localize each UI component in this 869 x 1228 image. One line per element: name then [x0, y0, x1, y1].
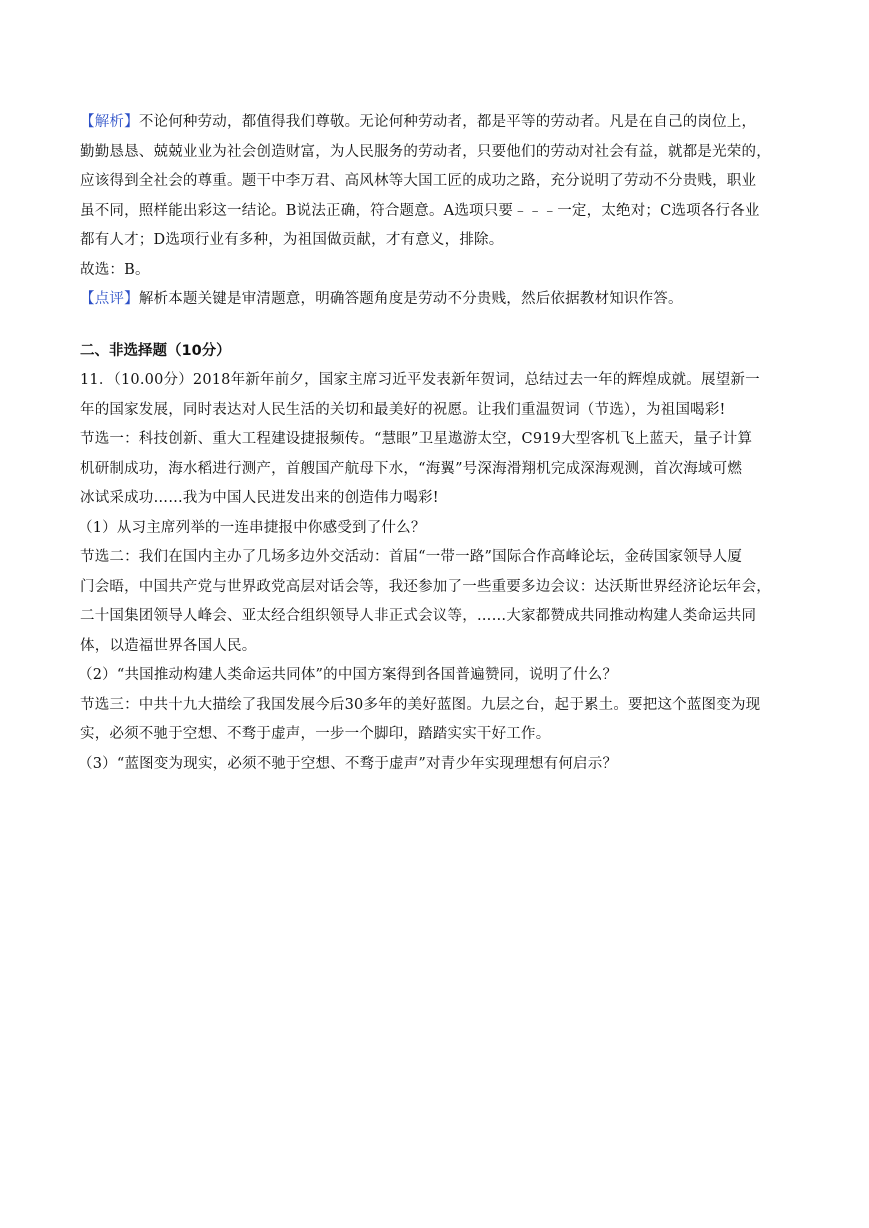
excerpt-3	[80, 691, 792, 750]
analysis-paragraph	[80, 108, 792, 256]
analysis-line-5: 都有人才；D选项行业有多种，为祖国做贡献，才有意义，排除。	[80, 232, 504, 248]
analysis-line-1: 不论何种劳动，都值得我们尊敬。无论何种劳动者，都是平等的劳动者。凡是在自己的岗位上，	[138, 114, 757, 130]
answer-line: 故选：B。	[80, 261, 150, 278]
comment-paragraph	[80, 285, 792, 315]
spacer	[80, 315, 792, 337]
question-line-1: 11．（10.00分）2018年新年前夕，国家主席习近平发表新年贺词，总结过去一年的辉煌成就。展望新一	[80, 372, 760, 388]
excerpt-2-line-1: 节选二：我们在国内主办了几场多边外交活动：首届“一带一路”国际合作高峰论坛，金砖国家领导人厦	[80, 549, 743, 565]
sub-question-1: （1）从习主席列举的一连串捷报中你感受到了什么？	[78, 519, 426, 536]
sub-question-3: （3）“蓝图变为现实，必须不驰于空想、不骛于虚声”对青少年实现理想有何启示？	[78, 755, 618, 772]
comment-tag: 【点评】	[80, 291, 139, 307]
excerpt-1-line-2: 机研制成功，海水稻进行测产，首艘国产航母下水，“海翼”号深海滑翔机完成深海观测，首次海域可燃	[80, 460, 743, 477]
analysis-tag: 【解析】	[80, 114, 139, 130]
excerpt-3-line-2: 实，必须不驰于空想、不骛于虚声，一步一个脚印，踏踏实实干好工作。	[80, 726, 551, 742]
analysis-line-4: 虽不同，照样能出彩这一结论。B说法正确，符合题意。A选项只要﹣﹣﹣一定，太绝对；C选项各行各业	[80, 202, 760, 219]
analysis-line-3: 应该得到全社会的尊重。题干中李万君、高风林等大国工匠的成功之路，充分说明了劳动不分贵贱，职业	[80, 173, 757, 189]
document-page	[80, 108, 792, 779]
analysis-line-2: 勤勤恳恳、兢兢业业为社会创造财富，为人民服务的劳动者，只要他们的劳动对社会有益，就都是光荣的，	[80, 143, 771, 160]
comment-text: 解析本题关键是审清题意，明确答题角度是劳动不分贵贱，然后依据教材知识作答。	[138, 291, 683, 307]
sub-question-2: （2）“共国推动构建人类命运共同体”的中国方案得到各国普遍赞同，说明了什么？	[78, 667, 618, 683]
excerpt-1	[80, 425, 792, 514]
section-title: 二、非选择题（10分）	[80, 342, 231, 359]
excerpt-2-line-2: 门会晤，中国共产党与世界政党高层对话会等，我还参加了一些重要多边会议：达沃斯世界经济论坛年会，	[80, 578, 771, 595]
excerpt-2-line-4: 体，以造福世界各国人民。	[80, 637, 257, 654]
excerpt-3-line-1: 节选三：中共十九大描绘了我国发展今后30多年的美好蓝图。九层之台，起于累土。要把这个蓝图变为现	[80, 696, 761, 713]
excerpt-1-line-3: 冰试采成功……我为中国人民进发出来的创造伟力喝彩!	[80, 490, 439, 506]
excerpt-1-line-1: 节选一：科技创新、重大工程建设捷报频传。“慧眼”卫星遨游太空，C919大型客机飞上蓝天，量子计算	[80, 431, 753, 447]
excerpt-2-line-3: 二十国集团领导人峰会、亚太经合组织领导人非正式会议等，……大家都赞成共同推动构建人类命运共同	[80, 608, 757, 624]
excerpt-2	[80, 543, 792, 661]
question-stem	[80, 366, 792, 425]
question-line-2: 年的国家发展，同时表达对人民生活的关切和最美好的祝愿。让我们重温贺词（节选），为祖国喝彩!	[80, 401, 726, 418]
